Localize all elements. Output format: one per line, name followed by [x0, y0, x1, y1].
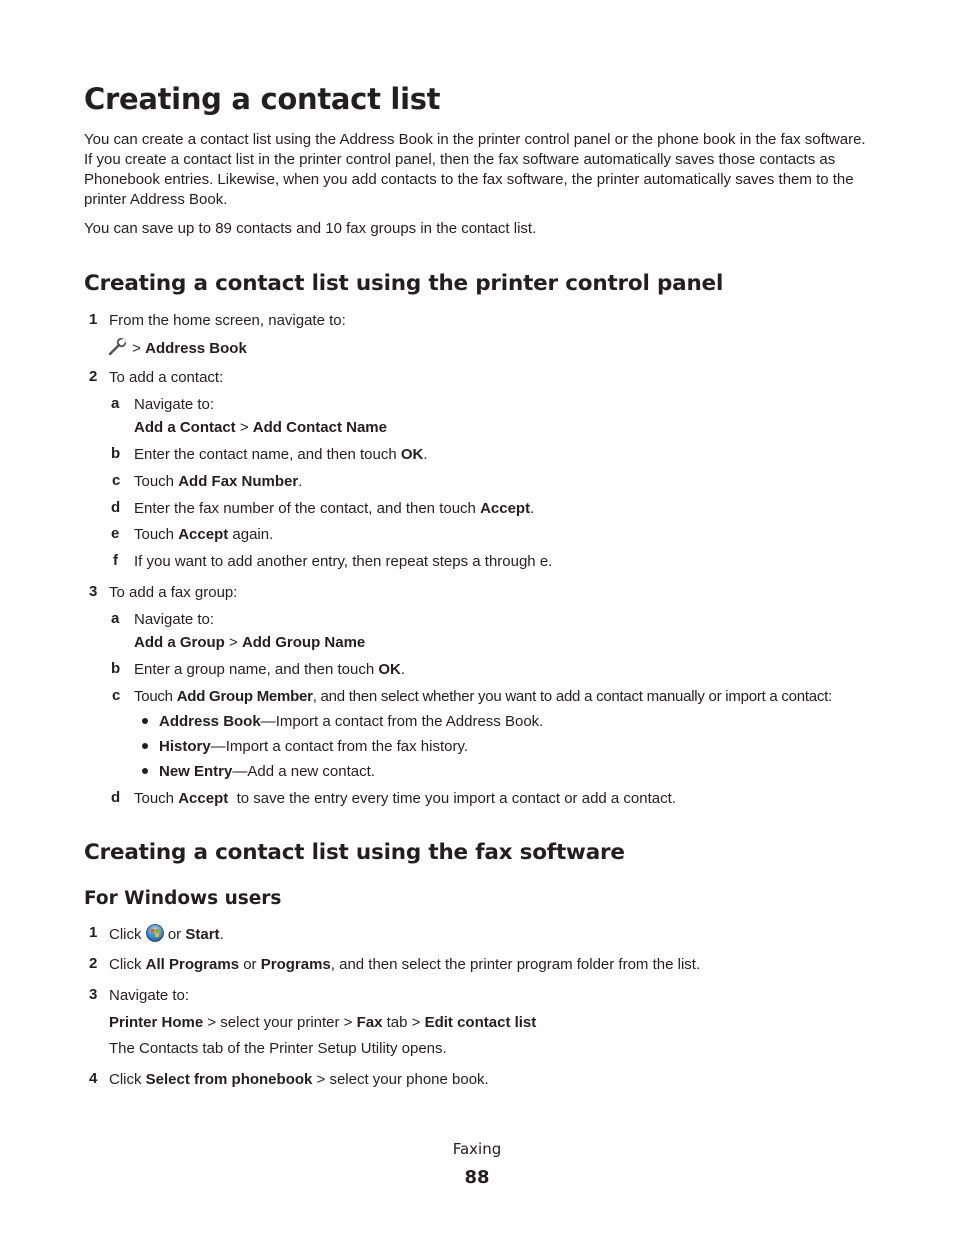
path-add-contact: Add a Contact [134, 419, 236, 436]
footer-section-name: Faxing [452, 1140, 502, 1158]
substep-text: Enter a group name, and then touch OK. [134, 661, 406, 678]
step-text: Click or Start. [109, 924, 224, 948]
nav-path: Printer Home > select your printer > Fax tab > Edit contact list [109, 1014, 537, 1031]
step-number: 1 [89, 311, 98, 328]
step-text: To add a contact: [109, 369, 224, 386]
substep-letter: d [111, 499, 121, 516]
substep-text: Touch Add Fax Number. [134, 473, 303, 490]
step-text: To add a fax group: [109, 584, 238, 601]
substep-text: Touch Accept again. [134, 526, 274, 543]
page-title: Creating a contact list [84, 82, 441, 116]
windows-start-icon [146, 924, 164, 948]
path-separator: > [239, 419, 249, 436]
path-address-book: Address Book [145, 340, 247, 357]
substep-text: Enter the fax number of the contact, and then touch Accept. [134, 500, 535, 517]
substep-text: Touch Add Group Member, and then select whether you want to add a contact manually or import a contact: [134, 688, 832, 705]
path-add-contact-name: Add Contact Name [252, 419, 387, 436]
substep-letter: b [111, 660, 121, 677]
bullet-dot [142, 768, 148, 774]
section-heading-control-panel: Creating a contact list using the printer control panel [84, 271, 724, 296]
path-add-group-name: Add Group Name [241, 634, 366, 651]
step-number: 2 [89, 368, 98, 385]
step-text: From the home screen, navigate to: [109, 312, 346, 329]
step-text: Click Select from phonebook > select your phone book. [109, 1071, 489, 1088]
step-number: 1 [89, 924, 98, 941]
step-number: 3 [89, 583, 98, 600]
nav-path [134, 418, 387, 438]
substep-text: If you want to add another entry, then repeat steps a through e. [134, 553, 553, 570]
substep-letter: a [111, 610, 120, 627]
step-number: 3 [89, 986, 98, 1003]
step-note: The Contacts tab of the Printer Setup Utility opens. [109, 1040, 447, 1057]
list-item: Address Book—Import a contact from the Address Book. [159, 713, 544, 730]
substep-letter: c [112, 687, 121, 704]
wrench-icon [108, 338, 128, 362]
bullet-dot [142, 718, 148, 724]
nav-path [134, 633, 365, 653]
substep-letter: a [111, 395, 120, 412]
substep-text: Enter the contact name, and then touch OK. [134, 446, 428, 463]
subheading-windows-users: For Windows users [84, 888, 282, 909]
substep-text: Touch Accept to save the entry every time you import a contact or add a contact. [134, 790, 676, 807]
section-heading-fax-software: Creating a contact list using the fax software [84, 840, 625, 865]
nav-path [108, 338, 247, 362]
substep-text: Navigate to: [134, 611, 215, 628]
substep-letter: e [111, 525, 120, 542]
path-add-group: Add a Group [134, 634, 225, 651]
bullet-dot [142, 743, 148, 749]
substep-letter: d [111, 789, 121, 806]
intro-paragraph: You can create a contact list using the Address Book in the printer control panel or the phone book in the fax software. If you create a contact list in the printer control panel, then the fax software automatically saves those contacts as Phonebook entries. Likewise, when you add contacts to the fax software, the printer automatically saves them to the printer Address Book. [84, 131, 866, 208]
intro-paragraph-capacity: You can save up to 89 contacts and 10 fax groups in the contact list. [84, 220, 537, 237]
page-number: 88 [464, 1167, 490, 1188]
substep-letter: b [111, 445, 121, 462]
path-separator: > [132, 340, 141, 357]
substep-letter: f [113, 552, 118, 569]
list-item: History—Import a contact from the fax history. [159, 738, 469, 755]
substep-letter: c [112, 472, 121, 489]
step-text: Click All Programs or Programs, and then select the printer program folder from the list. [109, 956, 701, 973]
path-separator: > [229, 634, 238, 651]
step-number: 4 [89, 1070, 98, 1087]
list-item: New Entry—Add a new contact. [159, 763, 375, 780]
substep-text: Navigate to: [134, 396, 215, 413]
step-number: 2 [89, 955, 98, 972]
step-text: Navigate to: [109, 987, 190, 1004]
